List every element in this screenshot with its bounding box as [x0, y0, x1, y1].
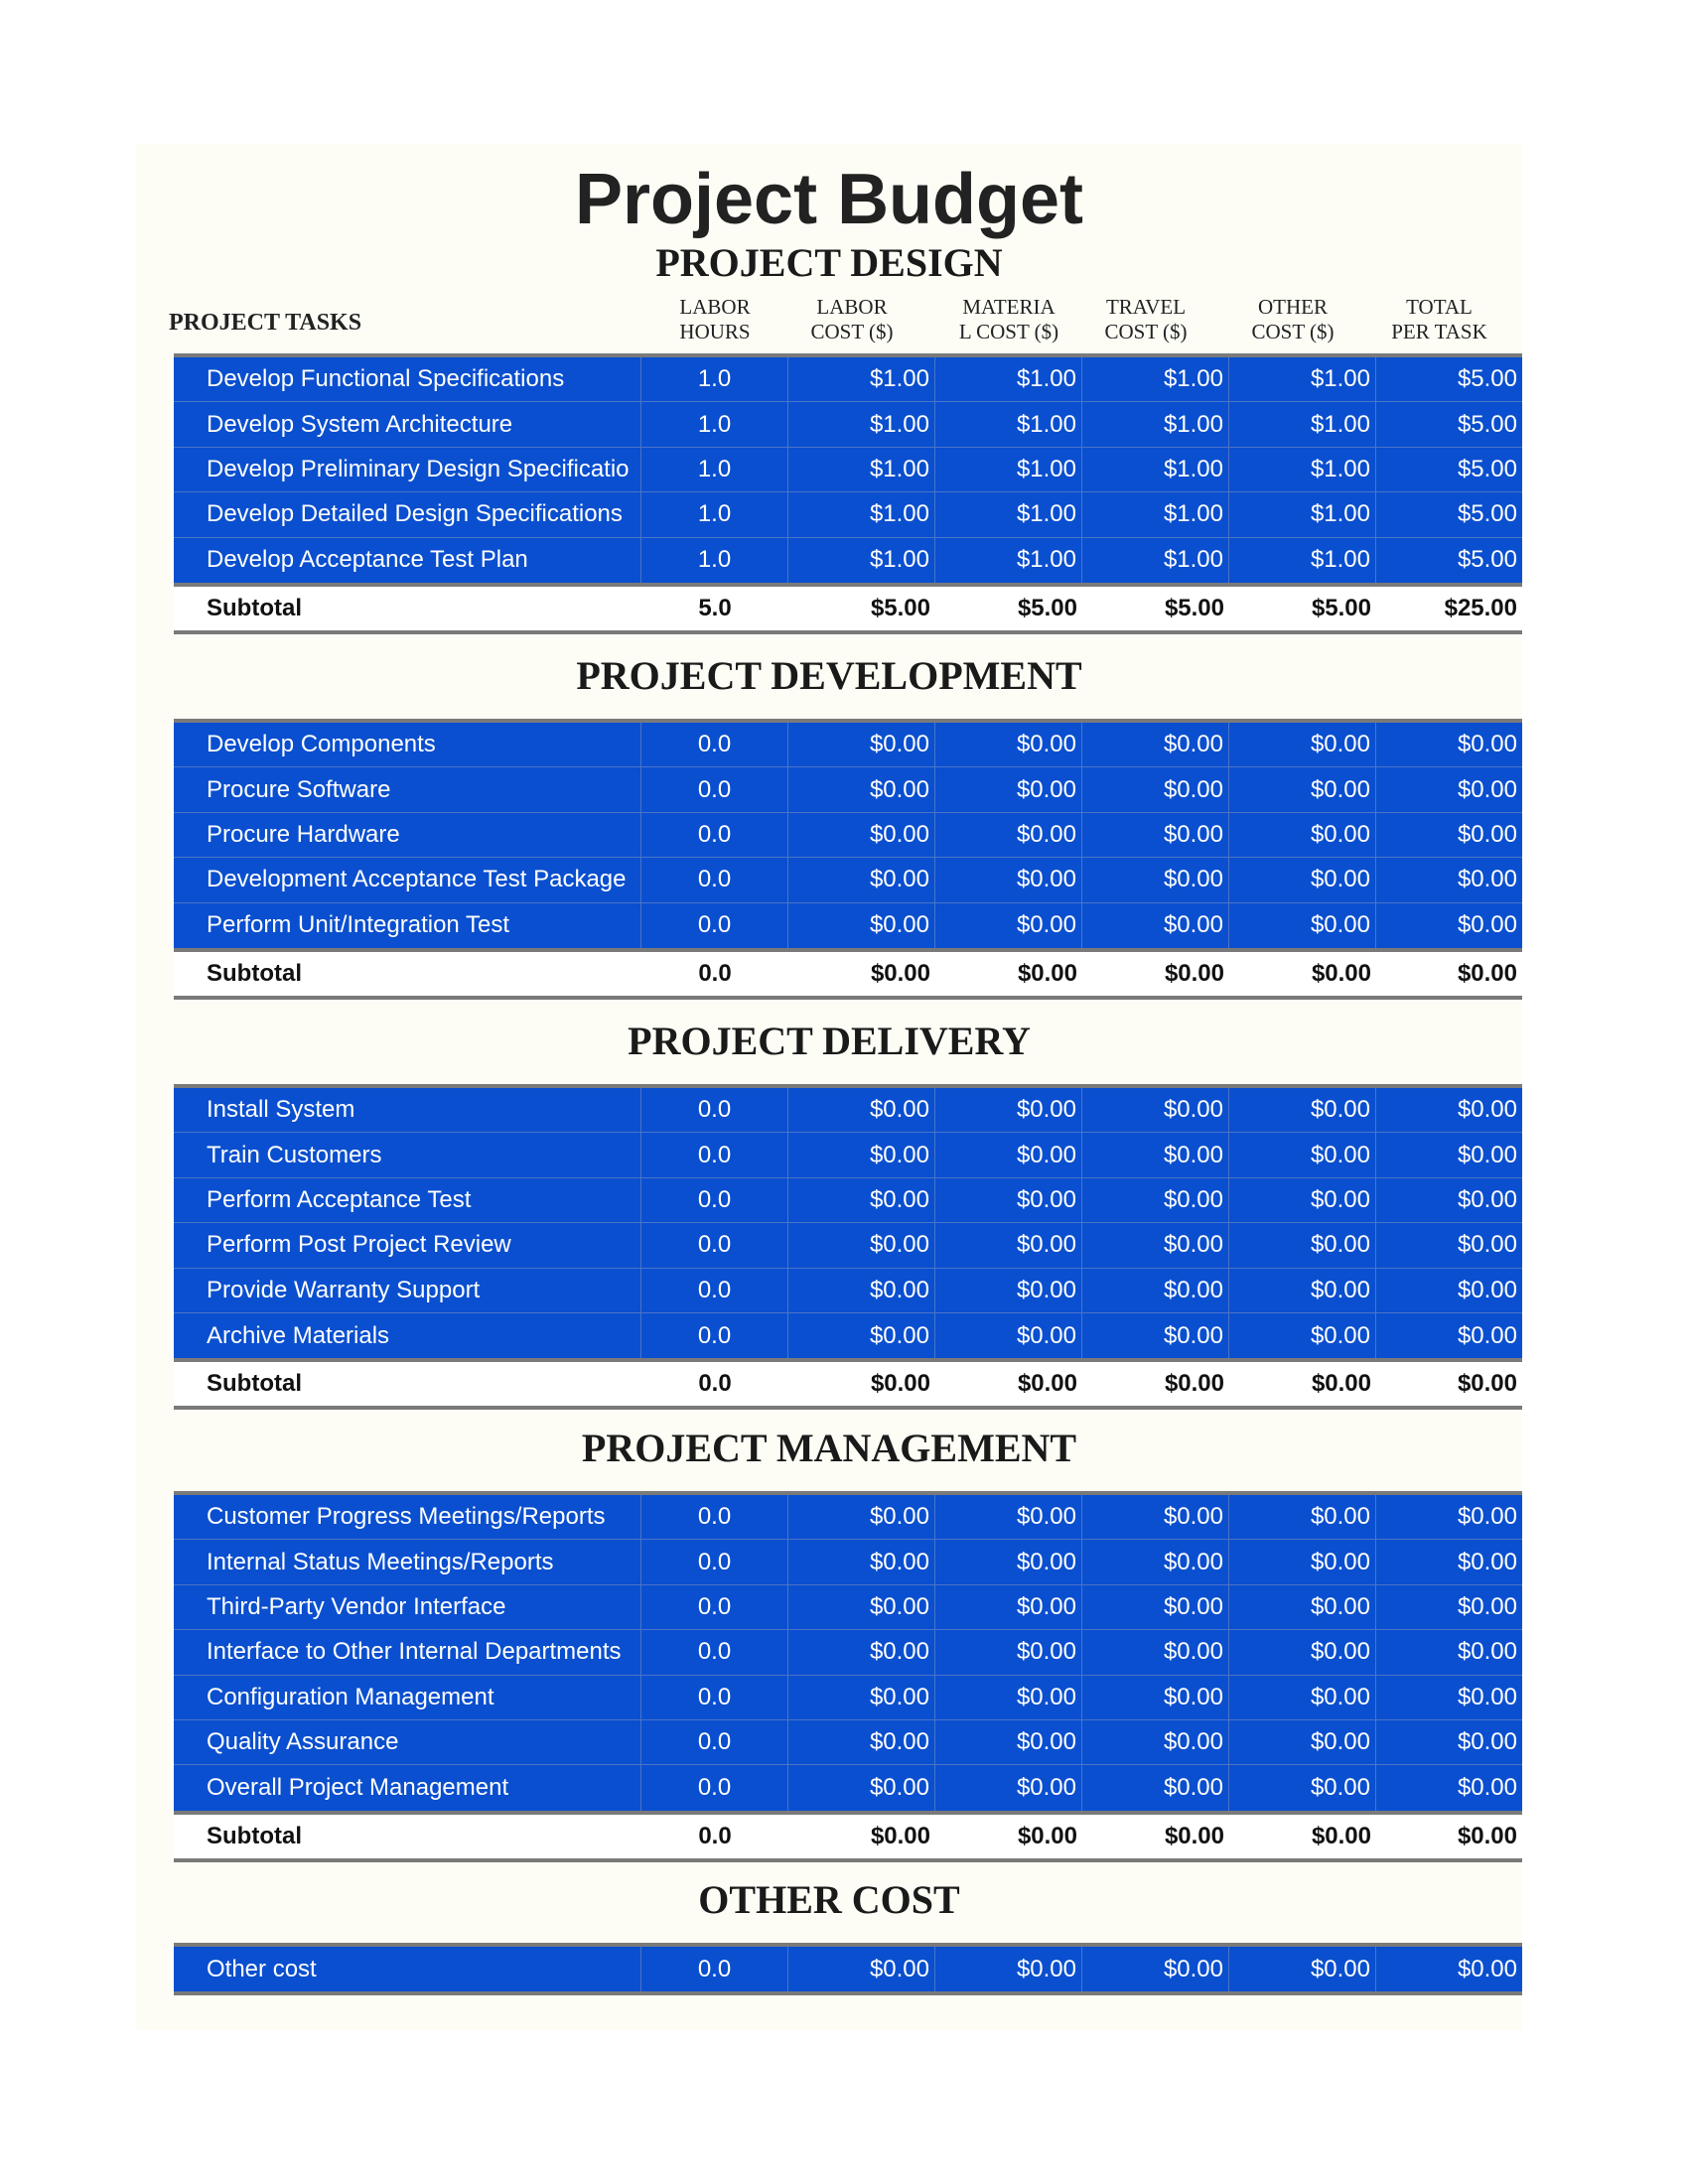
material-cell[interactable]: $0.00: [935, 1178, 1082, 1222]
other-cell[interactable]: $0.00: [1229, 1720, 1376, 1764]
material-cell[interactable]: $1.00: [935, 357, 1082, 401]
table-row[interactable]: [174, 1765, 1522, 1810]
total-cell[interactable]: $0.00: [1457, 1231, 1517, 1259]
subtotal-labor: $0.00: [870, 959, 930, 987]
task-cell[interactable]: Develop Detailed Design Specifications: [174, 492, 641, 536]
hours-cell[interactable]: 0.0: [641, 903, 788, 948]
section-table: [174, 353, 1522, 634]
other-cell[interactable]: $0.00: [1229, 903, 1376, 948]
total-cell[interactable]: $0.00: [1457, 1185, 1517, 1213]
labor-cell[interactable]: $0.00: [788, 1676, 935, 1719]
table-row[interactable]: [174, 1088, 1522, 1133]
column-header: OTHER COST ($): [1251, 295, 1335, 343]
task-cell[interactable]: Perform Post Project Review: [174, 1223, 641, 1267]
travel-cell[interactable]: $0.00: [1082, 858, 1229, 901]
other-cell[interactable]: $1.00: [1229, 448, 1376, 491]
total-cell[interactable]: $5.00: [1457, 455, 1517, 482]
table-row[interactable]: [174, 448, 1522, 492]
task-cell[interactable]: Install System: [174, 1088, 641, 1132]
budget-sheet: [136, 144, 1522, 2030]
labor-cell[interactable]: $0.00: [788, 1269, 935, 1312]
labor-cell[interactable]: $0.00: [788, 1585, 935, 1629]
task-cell[interactable]: Procure Hardware: [174, 813, 641, 857]
total-cell[interactable]: $5.00: [1457, 365, 1517, 393]
subtotal-total: $25.00: [1444, 594, 1517, 621]
labor-cell[interactable]: $0.00: [788, 1088, 935, 1132]
section-table: [174, 1084, 1522, 1410]
material-cell[interactable]: $1.00: [935, 448, 1082, 491]
subtotal-total: $0.00: [1457, 1370, 1517, 1398]
other-cell[interactable]: $0.00: [1229, 723, 1376, 766]
material-cell[interactable]: $0.00: [935, 1676, 1082, 1719]
material-cell[interactable]: $0.00: [935, 1630, 1082, 1674]
task-cell[interactable]: Third-Party Vendor Interface: [174, 1585, 641, 1629]
total-cell[interactable]: $0.00: [1457, 1276, 1517, 1303]
total-cell[interactable]: $0.00: [1457, 911, 1517, 939]
material-cell[interactable]: $0.00: [935, 903, 1082, 948]
material-cell[interactable]: $0.00: [935, 1947, 1082, 1991]
material-cell[interactable]: $0.00: [935, 1540, 1082, 1583]
task-cell[interactable]: Internal Status Meetings/Reports: [174, 1540, 641, 1583]
total-cell[interactable]: $0.00: [1457, 1548, 1517, 1575]
travel-cell[interactable]: $0.00: [1082, 1088, 1229, 1132]
travel-cell[interactable]: $0.00: [1082, 1765, 1229, 1810]
other-cell[interactable]: $0.00: [1229, 1765, 1376, 1810]
travel-cell[interactable]: $0.00: [1082, 1313, 1229, 1358]
hours-cell[interactable]: 0.0: [641, 1223, 788, 1267]
table-row[interactable]: [174, 1585, 1522, 1630]
table-row[interactable]: [174, 1947, 1522, 1991]
other-cell[interactable]: $0.00: [1229, 1269, 1376, 1312]
total-cell[interactable]: $0.00: [1457, 1638, 1517, 1666]
subtotal-material: $0.00: [1017, 1822, 1077, 1849]
table-row[interactable]: [174, 1540, 1522, 1584]
other-cell[interactable]: $0.00: [1229, 858, 1376, 901]
subtotal-travel: $0.00: [1164, 959, 1224, 987]
task-cell[interactable]: Train Customers: [174, 1133, 641, 1176]
material-cell[interactable]: $0.00: [935, 1269, 1082, 1312]
section-table: [174, 1943, 1522, 1995]
table-row[interactable]: [174, 1223, 1522, 1268]
material-cell[interactable]: $0.00: [935, 1223, 1082, 1267]
task-cell[interactable]: Perform Unit/Integration Test: [174, 903, 641, 948]
material-cell[interactable]: $0.00: [935, 813, 1082, 857]
other-cell[interactable]: $1.00: [1229, 357, 1376, 401]
subtotal-labor: $0.00: [870, 1822, 930, 1849]
table-row[interactable]: [174, 1133, 1522, 1177]
task-cell[interactable]: Develop System Architecture: [174, 402, 641, 446]
hours-cell[interactable]: 1.0: [641, 538, 788, 583]
subtotal-label: Subtotal: [207, 959, 302, 987]
labor-cell[interactable]: $0.00: [788, 813, 935, 857]
total-cell[interactable]: $0.00: [1457, 775, 1517, 803]
material-cell[interactable]: $1.00: [935, 402, 1082, 446]
labor-cell[interactable]: $0.00: [788, 767, 935, 811]
hours-cell[interactable]: 0.0: [641, 1269, 788, 1312]
labor-cell[interactable]: $1.00: [788, 538, 935, 583]
labor-cell[interactable]: $0.00: [788, 1313, 935, 1358]
section-title: PROJECT MANAGEMENT: [581, 1426, 1077, 1470]
subtotal-other: $0.00: [1311, 1370, 1371, 1398]
travel-cell[interactable]: $0.00: [1082, 1269, 1229, 1312]
subtotal-row: [174, 952, 1522, 1000]
table-row[interactable]: [174, 1720, 1522, 1765]
table-row[interactable]: [174, 402, 1522, 447]
task-cell[interactable]: Develop Components: [174, 723, 641, 766]
hours-cell[interactable]: 0.0: [641, 813, 788, 857]
tasks-column-header: PROJECT TASKS: [169, 310, 362, 336]
subtotal-labor: $5.00: [870, 594, 930, 621]
labor-cell[interactable]: $0.00: [788, 1133, 935, 1176]
table-row[interactable]: [174, 858, 1522, 902]
subtotal-other: $5.00: [1311, 594, 1371, 621]
subtotal-hours: 0.0: [698, 1370, 732, 1398]
column-header: TRAVEL COST ($): [1104, 295, 1188, 343]
hours-cell[interactable]: 0.0: [641, 1540, 788, 1583]
hours-cell[interactable]: 0.0: [641, 1676, 788, 1719]
task-cell[interactable]: Interface to Other Internal Departments: [174, 1630, 641, 1674]
total-cell[interactable]: $0.00: [1457, 1141, 1517, 1168]
task-cell[interactable]: Quality Assurance: [174, 1720, 641, 1764]
subtotal-other: $0.00: [1311, 1822, 1371, 1849]
column-headers: [136, 295, 1522, 354]
hours-cell[interactable]: 0.0: [641, 767, 788, 811]
task-cell[interactable]: Overall Project Management: [174, 1765, 641, 1810]
travel-cell[interactable]: $1.00: [1082, 492, 1229, 536]
total-cell[interactable]: $0.00: [1457, 1321, 1517, 1349]
subtotal-label: Subtotal: [207, 1822, 302, 1849]
table-row[interactable]: [174, 538, 1522, 583]
other-cell[interactable]: $0.00: [1229, 1630, 1376, 1674]
material-cell[interactable]: $0.00: [935, 1720, 1082, 1764]
material-cell[interactable]: $0.00: [935, 1133, 1082, 1176]
subtotal-travel: $0.00: [1164, 1370, 1224, 1398]
section-table: [174, 719, 1522, 1000]
material-cell[interactable]: $1.00: [935, 538, 1082, 583]
other-cell[interactable]: $0.00: [1229, 1178, 1376, 1222]
total-cell[interactable]: $0.00: [1457, 1592, 1517, 1620]
subtotal-other: $0.00: [1311, 959, 1371, 987]
table-row[interactable]: [174, 767, 1522, 812]
hours-cell[interactable]: 0.0: [641, 1495, 788, 1539]
task-cell[interactable]: Develop Functional Specifications: [174, 357, 641, 401]
table-row[interactable]: [174, 492, 1522, 537]
task-cell[interactable]: Archive Materials: [174, 1313, 641, 1358]
subtotal-label: Subtotal: [207, 594, 302, 621]
section-title: OTHER COST: [698, 1877, 960, 1922]
hours-cell[interactable]: 0.0: [641, 1585, 788, 1629]
labor-cell[interactable]: $1.00: [788, 492, 935, 536]
column-header: LABOR COST ($): [810, 295, 894, 343]
material-cell[interactable]: $0.00: [935, 1765, 1082, 1810]
section-table: [174, 1491, 1522, 1862]
table-row[interactable]: [174, 1630, 1522, 1675]
travel-cell[interactable]: $0.00: [1082, 1540, 1229, 1583]
hours-cell[interactable]: 1.0: [641, 402, 788, 446]
subtotal-label: Subtotal: [207, 1370, 302, 1398]
subtotal-hours: 0.0: [698, 1822, 732, 1849]
other-cell[interactable]: $0.00: [1229, 767, 1376, 811]
total-cell[interactable]: $0.00: [1457, 820, 1517, 848]
subtotal-material: $0.00: [1017, 1370, 1077, 1398]
labor-cell[interactable]: $0.00: [788, 1720, 935, 1764]
labor-cell[interactable]: $1.00: [788, 448, 935, 491]
travel-cell[interactable]: $0.00: [1082, 767, 1229, 811]
labor-cell[interactable]: $1.00: [788, 402, 935, 446]
hours-cell[interactable]: 1.0: [641, 492, 788, 536]
material-cell[interactable]: $0.00: [935, 767, 1082, 811]
column-header: LABOR HOURS: [679, 295, 751, 343]
hours-cell[interactable]: 0.0: [641, 1313, 788, 1358]
task-cell[interactable]: Customer Progress Meetings/Reports: [174, 1495, 641, 1539]
total-cell[interactable]: $0.00: [1457, 1955, 1517, 1982]
other-cell[interactable]: $0.00: [1229, 1676, 1376, 1719]
subtotal-material: $0.00: [1017, 959, 1077, 987]
table-row[interactable]: [174, 1495, 1522, 1540]
material-cell[interactable]: $0.00: [935, 858, 1082, 901]
hours-cell[interactable]: 0.0: [641, 1088, 788, 1132]
material-cell[interactable]: $0.00: [935, 723, 1082, 766]
total-cell[interactable]: $5.00: [1457, 546, 1517, 574]
task-cell[interactable]: Configuration Management: [174, 1676, 641, 1719]
hours-cell[interactable]: 0.0: [641, 723, 788, 766]
task-cell[interactable]: Development Acceptance Test Package: [174, 858, 641, 901]
material-cell[interactable]: $0.00: [935, 1313, 1082, 1358]
labor-cell[interactable]: $1.00: [788, 357, 935, 401]
task-cell[interactable]: Develop Preliminary Design Specificatio: [174, 448, 641, 491]
hours-cell[interactable]: 1.0: [641, 448, 788, 491]
travel-cell[interactable]: $0.00: [1082, 1630, 1229, 1674]
travel-cell[interactable]: $0.00: [1082, 1223, 1229, 1267]
other-cell[interactable]: $0.00: [1229, 1540, 1376, 1583]
labor-cell[interactable]: $0.00: [788, 1223, 935, 1267]
travel-cell[interactable]: $0.00: [1082, 1178, 1229, 1222]
labor-cell[interactable]: $0.00: [788, 1765, 935, 1810]
subtotal-total: $0.00: [1457, 1822, 1517, 1849]
hours-cell[interactable]: 0.0: [641, 1947, 788, 1991]
labor-cell[interactable]: $0.00: [788, 723, 935, 766]
travel-cell[interactable]: $0.00: [1082, 903, 1229, 948]
subtotal-row: [174, 587, 1522, 634]
travel-cell[interactable]: $0.00: [1082, 1720, 1229, 1764]
table-row[interactable]: [174, 723, 1522, 767]
hours-cell[interactable]: 0.0: [641, 1178, 788, 1222]
travel-cell[interactable]: $0.00: [1082, 1495, 1229, 1539]
table-row[interactable]: [174, 813, 1522, 858]
total-cell[interactable]: $5.00: [1457, 410, 1517, 438]
travel-cell[interactable]: $0.00: [1082, 1585, 1229, 1629]
other-cell[interactable]: $0.00: [1229, 1585, 1376, 1629]
other-cell[interactable]: $1.00: [1229, 492, 1376, 536]
table-row[interactable]: [174, 357, 1522, 402]
other-cell[interactable]: $0.00: [1229, 1495, 1376, 1539]
task-cell[interactable]: Perform Acceptance Test: [174, 1178, 641, 1222]
hours-cell[interactable]: 0.0: [641, 1630, 788, 1674]
other-cell[interactable]: $0.00: [1229, 813, 1376, 857]
hours-cell[interactable]: 0.0: [641, 1765, 788, 1810]
task-cell[interactable]: Develop Acceptance Test Plan: [174, 538, 641, 583]
other-cell[interactable]: $0.00: [1229, 1313, 1376, 1358]
travel-cell[interactable]: $1.00: [1082, 448, 1229, 491]
other-cell[interactable]: $1.00: [1229, 538, 1376, 583]
other-cell[interactable]: $0.00: [1229, 1133, 1376, 1176]
travel-cell[interactable]: $0.00: [1082, 1947, 1229, 1991]
subtotal-travel: $5.00: [1164, 594, 1224, 621]
labor-cell[interactable]: $0.00: [788, 1495, 935, 1539]
travel-cell[interactable]: $0.00: [1082, 1133, 1229, 1176]
table-row[interactable]: [174, 903, 1522, 948]
total-cell[interactable]: $0.00: [1457, 1774, 1517, 1802]
travel-cell[interactable]: $0.00: [1082, 723, 1229, 766]
table-row[interactable]: [174, 1269, 1522, 1313]
subtotal-row: [174, 1362, 1522, 1410]
travel-cell[interactable]: $1.00: [1082, 402, 1229, 446]
subtotal-travel: $0.00: [1164, 1822, 1224, 1849]
material-cell[interactable]: $0.00: [935, 1585, 1082, 1629]
total-cell[interactable]: $0.00: [1457, 731, 1517, 758]
material-cell[interactable]: $0.00: [935, 1495, 1082, 1539]
section-title: PROJECT DELIVERY: [628, 1019, 1031, 1063]
labor-cell[interactable]: $0.00: [788, 903, 935, 948]
column-header: MATERIA L COST ($): [958, 295, 1059, 343]
other-cell[interactable]: $0.00: [1229, 1947, 1376, 1991]
column-header: TOTAL PER TASK: [1391, 295, 1487, 343]
other-cell[interactable]: $0.00: [1229, 1223, 1376, 1267]
section-title: PROJECT DEVELOPMENT: [576, 653, 1082, 698]
labor-cell[interactable]: $0.00: [788, 1540, 935, 1583]
total-cell[interactable]: $5.00: [1457, 500, 1517, 528]
material-cell[interactable]: $1.00: [935, 492, 1082, 536]
subtotal-total: $0.00: [1457, 959, 1517, 987]
other-cell[interactable]: $1.00: [1229, 402, 1376, 446]
travel-cell[interactable]: $0.00: [1082, 1676, 1229, 1719]
total-cell[interactable]: $0.00: [1457, 866, 1517, 893]
subtotal-row: [174, 1815, 1522, 1862]
travel-cell[interactable]: $0.00: [1082, 813, 1229, 857]
total-cell[interactable]: $0.00: [1457, 1503, 1517, 1531]
page-title: Project Budget: [574, 160, 1084, 239]
total-cell[interactable]: $0.00: [1457, 1728, 1517, 1756]
other-cell[interactable]: $0.00: [1229, 1088, 1376, 1132]
material-cell[interactable]: $0.00: [935, 1088, 1082, 1132]
hours-cell[interactable]: 0.0: [641, 858, 788, 901]
travel-cell[interactable]: $1.00: [1082, 357, 1229, 401]
subtotal-hours: 5.0: [698, 594, 732, 621]
labor-cell[interactable]: $0.00: [788, 1630, 935, 1674]
labor-cell[interactable]: $0.00: [788, 858, 935, 901]
subtotal-material: $5.00: [1017, 594, 1077, 621]
section-title-design: PROJECT DESIGN: [655, 240, 1003, 285]
table-row[interactable]: [174, 1313, 1522, 1358]
hours-cell[interactable]: 0.0: [641, 1720, 788, 1764]
travel-cell[interactable]: $1.00: [1082, 538, 1229, 583]
total-cell[interactable]: $0.00: [1457, 1683, 1517, 1710]
total-cell[interactable]: $0.00: [1457, 1096, 1517, 1124]
subtotal-hours: 0.0: [698, 959, 732, 987]
task-cell[interactable]: Procure Software: [174, 767, 641, 811]
labor-cell[interactable]: $0.00: [788, 1178, 935, 1222]
subtotal-labor: $0.00: [870, 1370, 930, 1398]
hours-cell[interactable]: 1.0: [641, 357, 788, 401]
task-cell[interactable]: Provide Warranty Support: [174, 1269, 641, 1312]
labor-cell[interactable]: $0.00: [788, 1947, 935, 1991]
table-row[interactable]: [174, 1178, 1522, 1223]
task-cell[interactable]: Other cost: [174, 1947, 641, 1991]
hours-cell[interactable]: 0.0: [641, 1133, 788, 1176]
table-row[interactable]: [174, 1676, 1522, 1720]
